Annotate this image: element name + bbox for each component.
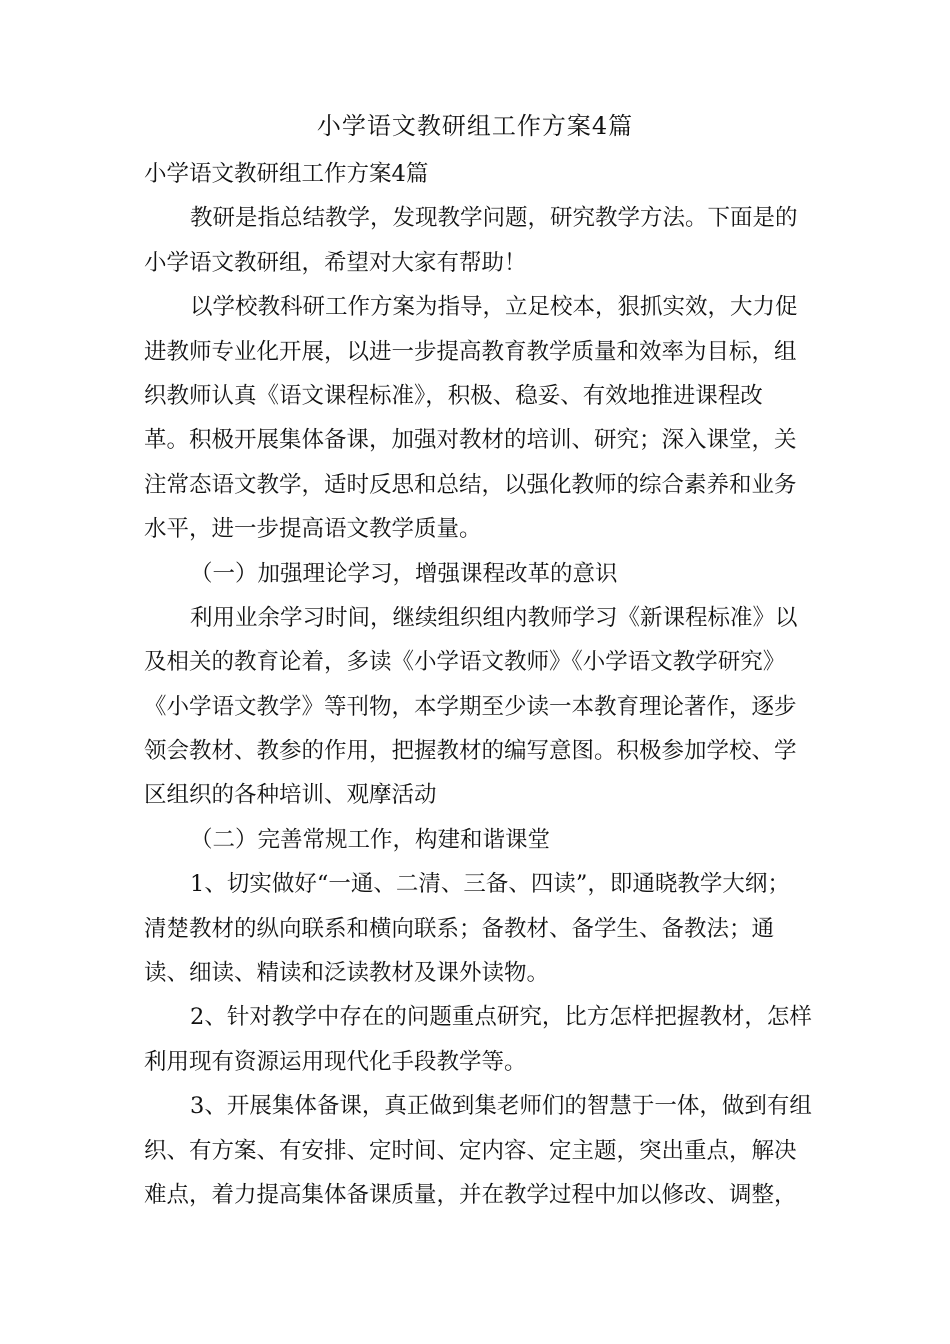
body-text-line: 清楚教材的纵向联系和横向联系；备教材、备学生、备教法；通: [144, 915, 775, 942]
body-text-line: 注常态语文教学，适时反思和总结，以强化教师的综合素养和业务: [144, 471, 797, 498]
body-text-line: 《小学语文教学》等刊物，本学期至少读一本教育理论著作，逐步: [144, 693, 797, 720]
document-body: [144, 152, 812, 1217]
body-text-line: 进教师专业化开展，以进一步提高教育教学质量和效率为目标，组: [144, 338, 797, 365]
body-text-line: 以学校教科研工作方案为指导，立足校本，狠抓实效，大力促: [190, 294, 798, 321]
body-text-line: 1、切实做好“一通、二清、三备、四读”，即通晓教学大纲；: [190, 871, 790, 898]
document-title: 小学语文教研组工作方案4篇: [316, 112, 634, 140]
body-text-line: 2、针对教学中存在的问题重点研究，比方怎样把握教材，怎样: [190, 1004, 812, 1031]
body-text-line: 教研是指总结教学，发现教学问题，研究教学方法。下面是的: [190, 205, 798, 232]
body-text-line: 织、有方案、有安排、定时间、定内容、定主题，突出重点，解决: [144, 1137, 797, 1164]
body-text-line: 织教师认真《语文课程标准》，积极、稳妥、有效地推进课程改: [144, 382, 763, 409]
body-text-line: 利用业余学习时间，继续组织组内教师学习《新课程标准》以: [190, 604, 798, 631]
body-text-line: 领会教材、教参的作用，把握教材的编写意图。积极参加学校、学: [144, 738, 797, 765]
body-text-line: 区组织的各种培训、观摩活动: [144, 782, 437, 809]
body-text-line: 难点，着力提高集体备课质量，并在教学过程中加以修改、调整，: [144, 1181, 797, 1208]
body-text-line: 利用现有资源运用现代化手段教学等。: [144, 1048, 527, 1075]
body-text-line: 读、细读、精读和泛读教材及课外读物。: [144, 960, 550, 987]
body-text-line: 革。积极开展集体备课，加强对教材的培训、研究；深入课堂，关: [144, 427, 797, 454]
body-text-line: 及相关的教育论着，多读《小学语文教师》《小学语文教学研究》: [144, 649, 786, 676]
body-text-line: 3、开展集体备课，真正做到集老师们的智慧于一体，做到有组: [190, 1093, 812, 1120]
body-text-line: （二）完善常规工作，构建和谐课堂: [190, 826, 551, 853]
document-subtitle: 小学语文教研组工作方案4篇: [144, 161, 429, 187]
body-text-line: （一）加强理论学习，增强课程改革的意识: [190, 560, 618, 587]
body-text-line: 水平，进一步提高语文教学质量。: [144, 516, 482, 543]
body-text-line: 小学语文教研组，希望对大家有帮助！: [144, 249, 527, 276]
